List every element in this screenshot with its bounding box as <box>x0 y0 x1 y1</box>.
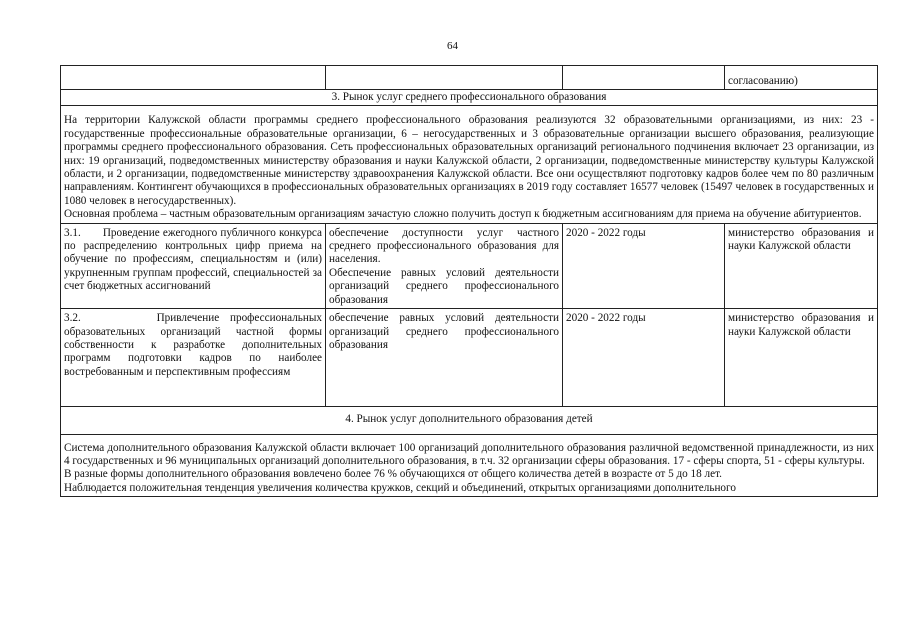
measure-result <box>326 223 563 308</box>
measure-result-text: Обеспечение равных условий деятельности организаций среднего профессионального образования <box>329 266 559 306</box>
measure-result-text: обеспечение доступности услуг частного среднего профессионального образования для населения. <box>329 226 559 266</box>
section-heading-row <box>61 90 878 106</box>
table-row-measure <box>61 309 878 407</box>
page-number: 64 <box>447 40 458 52</box>
measures-table <box>60 65 878 497</box>
cell-empty <box>61 66 326 90</box>
measure-action: 3.2. Привлечение профессиональных образовательных организаций частной формы собственности к разработке дополнительных программ подготовки кадров по наиболее востребованным и перспективным профессиям <box>61 309 326 407</box>
section-heading-row <box>61 407 878 434</box>
section-4-description <box>61 434 878 497</box>
table-row-measure <box>61 223 878 308</box>
section-description-row <box>61 106 878 223</box>
cell-empty <box>563 66 725 90</box>
measure-responsible: министерство образования и науки Калужской области <box>725 309 878 407</box>
cell-empty <box>326 66 563 90</box>
section-3-paragraph: На территории Калужской области программы среднего профессионального образования реализуются 32 образовательными организациями, из них: 23 - государственные профессиональные образовательные организации, 6 – негосударственных и 3 образовательные организации высшего образования, реализующие программы среднего профессионального образования. Сеть профессиональных образовательных организаций регионального подчинения включает 23 организации, из них: 19 организаций, подведомственных министерству образования и науки Калужской области, 2 организации, подведомственные министерству культуры Калужской области, и 2 организации, подведомственные министерству здравоохранения Калужской области. Все они осуществляют подготовку кадров более чем по 80 различным направлениям. Контингент обучающихся в профессиональных образовательных организациях в 2019 году составляет 16577 человек (15497 человек в государственных и 1080 человек в негосударственных). <box>64 114 874 207</box>
section-4-paragraph: В разные формы дополнительного образования вовлечено более 76 % обучающихся от общего количества детей в возрасте от 5 до 18 лет. <box>64 468 722 481</box>
measure-result <box>326 309 563 407</box>
cell-responsible-continuation: согласованию) <box>725 66 878 90</box>
section-4-heading: 4. Рынок услуг дополнительного образования детей <box>61 407 878 434</box>
section-4-paragraph: Наблюдается положительная тенденция увеличения количества кружков, секций и объединений, открытых организациями дополнительного <box>64 481 736 494</box>
table-row-continuation <box>61 66 878 90</box>
section-4-paragraph: Система дополнительного образования Калужской области включает 100 организаций дополнительного образования различной ведомственной принадлежности, из них 4 государственных и 96 муниципальных организаций дополнительного образования, в т.ч. 32 организации сферы образования. 17 - сферы спорта, 51 - сферы культуры. <box>64 441 874 467</box>
measure-period: 2020 - 2022 годы <box>563 223 725 308</box>
section-3-description <box>61 106 878 223</box>
measure-period: 2020 - 2022 годы <box>563 309 725 407</box>
section-description-row <box>61 434 878 497</box>
measure-action: 3.1. Проведение ежегодного публичного конкурса по распределению контрольных цифр приема на обучение по профессиям, специальностям и (или) укрупненным группам профессий, специальностей за счет бюджетных ассигнований <box>61 223 326 308</box>
measure-responsible: министерство образования и науки Калужской области <box>725 223 878 308</box>
measure-result-text: обеспечение равных условий деятельности организаций среднего профессионального образования <box>329 312 559 351</box>
section-3-paragraph: Основная проблема – частным образовательным организациям зачастую сложно получить доступ к бюджетным ассигнованиям для приема на обучение абитуриентов. <box>64 208 862 221</box>
section-3-heading: 3. Рынок услуг среднего профессионального образования <box>61 90 878 106</box>
